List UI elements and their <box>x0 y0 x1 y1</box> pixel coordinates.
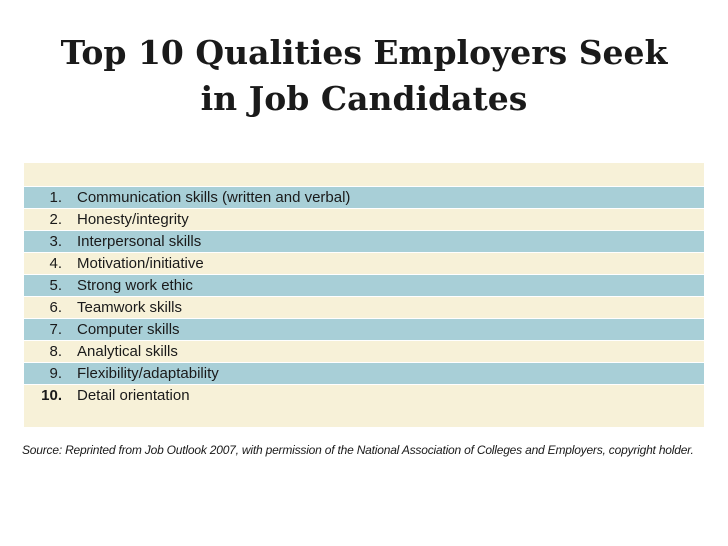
row-label: Interpersonal skills <box>77 233 202 250</box>
table-row <box>24 231 704 253</box>
title-line-2: in Job Candidates <box>200 79 528 118</box>
row-label: Communication skills (written and verbal) <box>77 189 351 206</box>
row-label: Honesty/integrity <box>77 211 189 228</box>
row-number: 4. <box>49 255 62 272</box>
row-number: 6. <box>49 299 62 316</box>
table-row <box>24 209 704 231</box>
table-top-band <box>24 163 704 187</box>
row-number: 8. <box>49 343 62 360</box>
title-line-1: Top 10 Qualities Employers Seek <box>60 33 668 72</box>
table-row <box>24 319 704 341</box>
table-row <box>24 275 704 297</box>
row-number: 3. <box>49 233 62 250</box>
table-row <box>24 385 704 407</box>
table-row <box>24 297 704 319</box>
row-number: 7. <box>49 321 62 338</box>
row-number: 10. <box>41 387 62 404</box>
row-label: Teamwork skills <box>77 299 183 316</box>
row-number: 9. <box>49 365 62 382</box>
table-row <box>24 253 704 275</box>
row-label: Motivation/initiative <box>77 255 204 272</box>
row-label: Flexibility/adaptability <box>77 365 219 382</box>
row-number: 5. <box>49 277 62 294</box>
row-label: Computer skills <box>77 321 180 338</box>
row-label: Detail orientation <box>77 387 190 404</box>
table-row <box>24 341 704 363</box>
slide-title <box>0 30 728 122</box>
row-label: Analytical skills <box>77 343 178 360</box>
row-number: 1. <box>49 189 62 206</box>
qualities-table <box>24 163 704 427</box>
source-citation: Source: Reprinted from Job Outlook 2007, with permission of the National Association of Colleges and Employers, copyright holder. <box>22 443 694 457</box>
table-row <box>24 187 704 209</box>
row-label: Strong work ethic <box>77 277 193 294</box>
row-number: 2. <box>49 211 62 228</box>
table-row <box>24 363 704 385</box>
